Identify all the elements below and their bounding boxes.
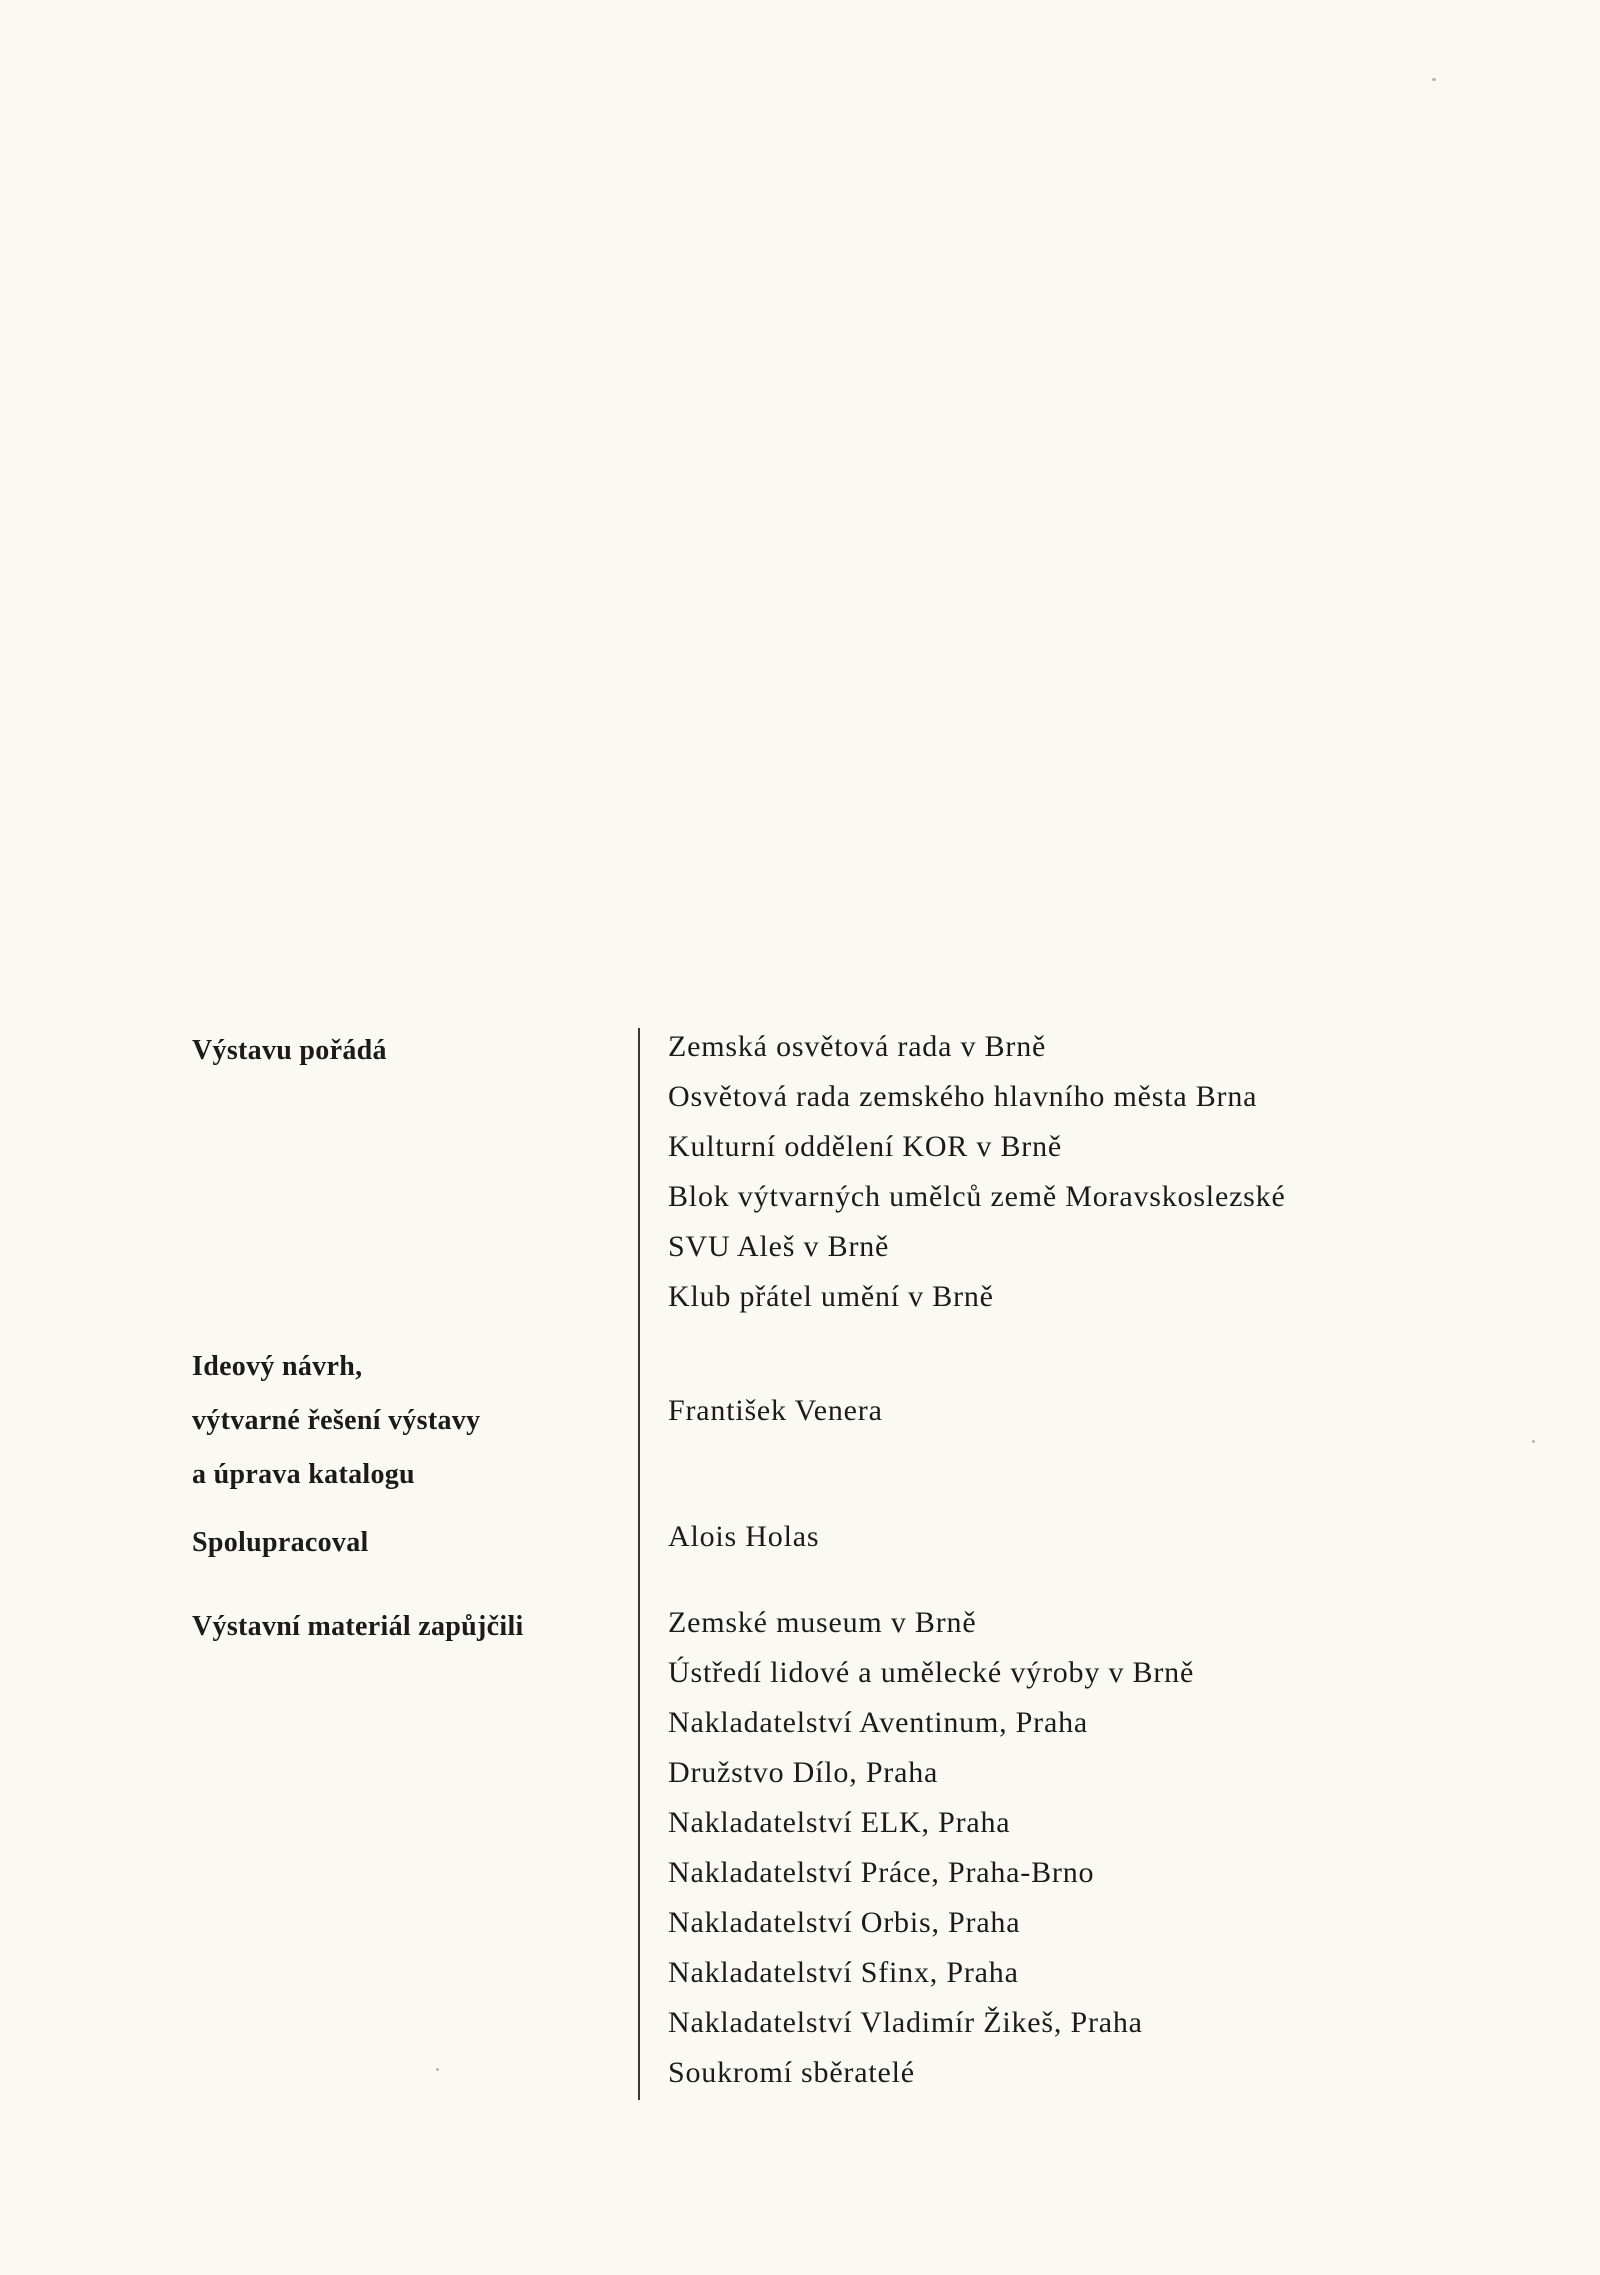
organizer-item: Zemská osvětová rada v Brně — [668, 1030, 1047, 1063]
lender-item: Nakladatelství Vladimír Žikeš, Praha — [668, 2006, 1143, 2039]
collaborator-name: Alois Holas — [668, 1520, 820, 1553]
paper-speck — [1532, 1440, 1535, 1443]
collaborator-label: Spolupracoval — [192, 1527, 369, 1558]
design-credit — [668, 1386, 883, 1436]
lender-item: Nakladatelství Práce, Praha-Brno — [668, 1856, 1095, 1889]
lender-item: Nakladatelství Sfinx, Praha — [668, 1956, 1019, 1989]
design-label-line-3: a úprava katalogu — [192, 1459, 415, 1490]
organizer-item: Kulturní oddělení KOR v Brně — [668, 1130, 1063, 1163]
collaborator-credit — [668, 1512, 819, 1562]
lender-item: Nakladatelství ELK, Praha — [668, 1806, 1011, 1839]
design-label-line-1: Ideový návrh, — [192, 1351, 363, 1382]
organizers-list — [668, 1022, 1286, 1322]
designer-name: František Venera — [668, 1394, 883, 1427]
column-divider — [638, 1028, 640, 2100]
paper-speck — [1432, 78, 1436, 81]
lenders-list — [668, 1598, 1194, 2098]
organizer-item: Osvětová rada zemského hlavního města Brna — [668, 1080, 1258, 1113]
lender-item: Družstvo Dílo, Praha — [668, 1756, 939, 1789]
lender-item: Soukromí sběratelé — [668, 2056, 915, 2089]
paper-speck — [436, 2068, 439, 2071]
design-label-line-2: výtvarné řešení výstavy — [192, 1405, 481, 1436]
organizer-item: Blok výtvarných umělců země Moravskoslezské — [668, 1180, 1286, 1213]
lenders-label: Výstavní materiál zapůjčili — [192, 1611, 524, 1642]
organizer-item: Klub přátel umění v Brně — [668, 1280, 994, 1313]
organizers-label: Výstavu pořádá — [192, 1035, 387, 1066]
lender-item: Nakladatelství Aventinum, Praha — [668, 1706, 1088, 1739]
lender-item: Ústředí lidové a umělecké výroby v Brně — [668, 1656, 1195, 1689]
lender-item: Nakladatelství Orbis, Praha — [668, 1906, 1021, 1939]
organizer-item: SVU Aleš v Brně — [668, 1230, 890, 1263]
lender-item: Zemské museum v Brně — [668, 1606, 977, 1639]
